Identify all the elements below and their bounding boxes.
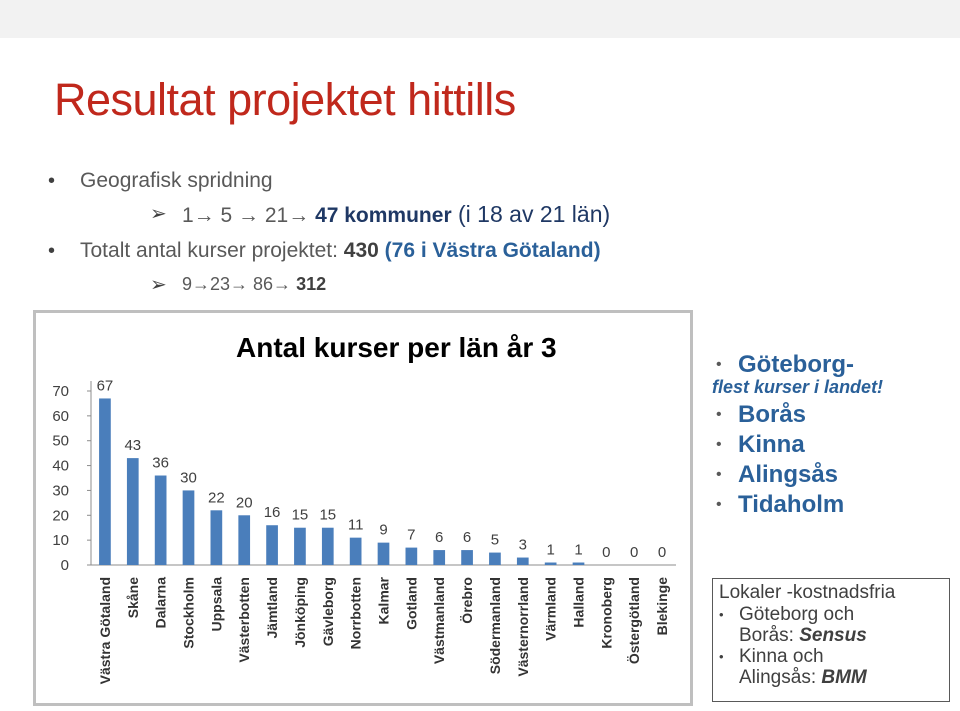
side-item-kinna: • Kinna xyxy=(712,430,952,460)
y-tick-label: 70 xyxy=(52,383,69,400)
side-item-boras: • Borås xyxy=(712,400,952,430)
lokaler-line-3: • Kinna och xyxy=(719,646,943,667)
lokaler-heading: Lokaler -kostnadsfria xyxy=(719,582,896,603)
totalt-label: Totalt antal kurser projektet: xyxy=(80,239,344,262)
lokaler-bmm: BMM xyxy=(821,667,867,688)
arrow-bullet-icon: ➢ xyxy=(150,274,167,296)
bar xyxy=(545,563,557,565)
bar xyxy=(211,510,223,565)
x-tick-label: Uppsala xyxy=(208,577,225,632)
data-label: 20 xyxy=(235,494,253,512)
lokaler-boras-label: Borås: xyxy=(739,625,800,646)
y-tick-label: 0 xyxy=(60,557,69,574)
side-item-tidaholm: • Tidaholm xyxy=(712,490,952,520)
x-tick-label: Jönköping xyxy=(291,577,308,648)
bar xyxy=(378,543,390,565)
x-tick-label: Skåne xyxy=(124,577,141,619)
data-label: 15 xyxy=(319,506,337,524)
bar xyxy=(461,550,473,565)
lokaler-box xyxy=(712,578,950,702)
x-tick-label: Värmland xyxy=(542,577,559,641)
x-tick-label: Västerbotten xyxy=(236,577,253,663)
data-label: 67 xyxy=(96,377,114,395)
bar xyxy=(99,398,111,565)
x-tick-label: Östergötland xyxy=(626,577,643,665)
data-label: 6 xyxy=(435,529,444,547)
bar-chart xyxy=(36,313,690,703)
data-label: 11 xyxy=(347,516,364,534)
x-tick-label: Halland xyxy=(570,577,587,628)
totalt-count: 430 xyxy=(343,239,379,262)
bullet-kommuner xyxy=(182,201,610,228)
lokaler-line-1: • Göteborg och xyxy=(719,604,943,625)
data-label: 0 xyxy=(602,544,611,561)
bullet-dot: • xyxy=(48,240,56,262)
bar xyxy=(517,558,529,565)
top-bar xyxy=(0,0,960,38)
x-tick-label: Stockholm xyxy=(180,577,197,649)
x-tick-label: Dalarna xyxy=(152,577,169,629)
side-note-flest: flest kurser i landet! xyxy=(712,377,884,397)
data-label: 6 xyxy=(462,529,472,547)
data-label: 16 xyxy=(263,504,281,522)
vastra-gotaland-count: (76 i Västra Götaland) xyxy=(378,239,601,262)
arrow-bullet-icon: ➢ xyxy=(150,203,167,225)
x-tick-label: Södermanland xyxy=(486,577,503,675)
data-label: 0 xyxy=(657,544,667,561)
bar xyxy=(127,458,139,565)
data-label: 7 xyxy=(407,526,416,544)
bar xyxy=(489,553,501,565)
data-label: 36 xyxy=(152,454,169,472)
lokaler-sensus: Sensus xyxy=(799,625,867,646)
x-tick-label: Gävleborg xyxy=(319,577,336,647)
data-label: 30 xyxy=(180,469,197,487)
kommuner-sequence: 1→ 5 → 21→ xyxy=(182,204,316,227)
chart-frame xyxy=(33,310,693,706)
x-tick-label: Kalmar xyxy=(375,577,392,625)
bar xyxy=(322,528,334,565)
y-tick-label: 50 xyxy=(52,432,69,450)
data-label: 15 xyxy=(291,506,309,524)
bar xyxy=(350,538,362,565)
data-label: 43 xyxy=(124,437,142,455)
x-tick-label: Örebro xyxy=(459,577,476,624)
bar xyxy=(155,476,167,565)
kurser-total: 312 xyxy=(296,274,327,294)
lokaler-line-2 xyxy=(719,625,943,646)
y-tick-label: 10 xyxy=(52,532,69,550)
bar xyxy=(183,490,195,565)
slide-title: Resultat projektet hittills xyxy=(54,74,516,125)
bullet-totalt xyxy=(80,239,601,263)
bullet-kurser-sequence xyxy=(182,274,326,295)
chart-title: Antal kurser per län år 3 xyxy=(236,332,557,363)
bar xyxy=(238,515,250,565)
data-label: 0 xyxy=(630,544,639,561)
bullet-dot: • xyxy=(48,170,56,192)
side-item-goteborg: • Göteborg- xyxy=(712,350,952,380)
data-label: 1 xyxy=(546,541,555,559)
side-item-alingsas: • Alingsås xyxy=(712,460,952,490)
bar xyxy=(433,550,445,565)
x-tick-label: Västernorrland xyxy=(514,577,531,677)
data-label: 22 xyxy=(208,489,225,507)
x-tick-label: Gotland xyxy=(403,577,420,630)
lokaler-alingsas-label: Alingsås: xyxy=(739,667,822,688)
bar xyxy=(266,525,278,565)
bullet-geografisk: Geografisk spridning xyxy=(80,169,273,192)
y-tick-label: 30 xyxy=(52,482,69,500)
data-label: 9 xyxy=(379,521,388,539)
bar xyxy=(294,528,306,565)
x-tick-label: Blekinge xyxy=(654,577,671,636)
x-tick-label: Jämtland xyxy=(264,577,281,639)
data-label: 1 xyxy=(574,541,583,559)
side-list xyxy=(712,350,952,520)
y-tick-label: 60 xyxy=(52,407,69,425)
x-tick-label: Kronoberg xyxy=(598,577,615,649)
x-tick-label: Västra Götaland xyxy=(96,577,113,685)
bar xyxy=(406,548,418,565)
kurser-sequence: 9→23→ 86→ xyxy=(182,274,297,294)
data-label: 3 xyxy=(518,536,527,554)
data-label: 5 xyxy=(490,531,500,549)
y-tick-label: 40 xyxy=(52,457,69,475)
x-tick-label: Västmanland xyxy=(431,577,448,665)
kommuner-count: 47 kommuner xyxy=(315,204,452,227)
lokaler-line-4 xyxy=(719,667,943,688)
x-tick-label: Norrbotten xyxy=(347,577,364,650)
bar xyxy=(573,563,585,565)
y-tick-label: 20 xyxy=(52,507,69,525)
lan-count: (i 18 av 21 län) xyxy=(451,201,611,227)
